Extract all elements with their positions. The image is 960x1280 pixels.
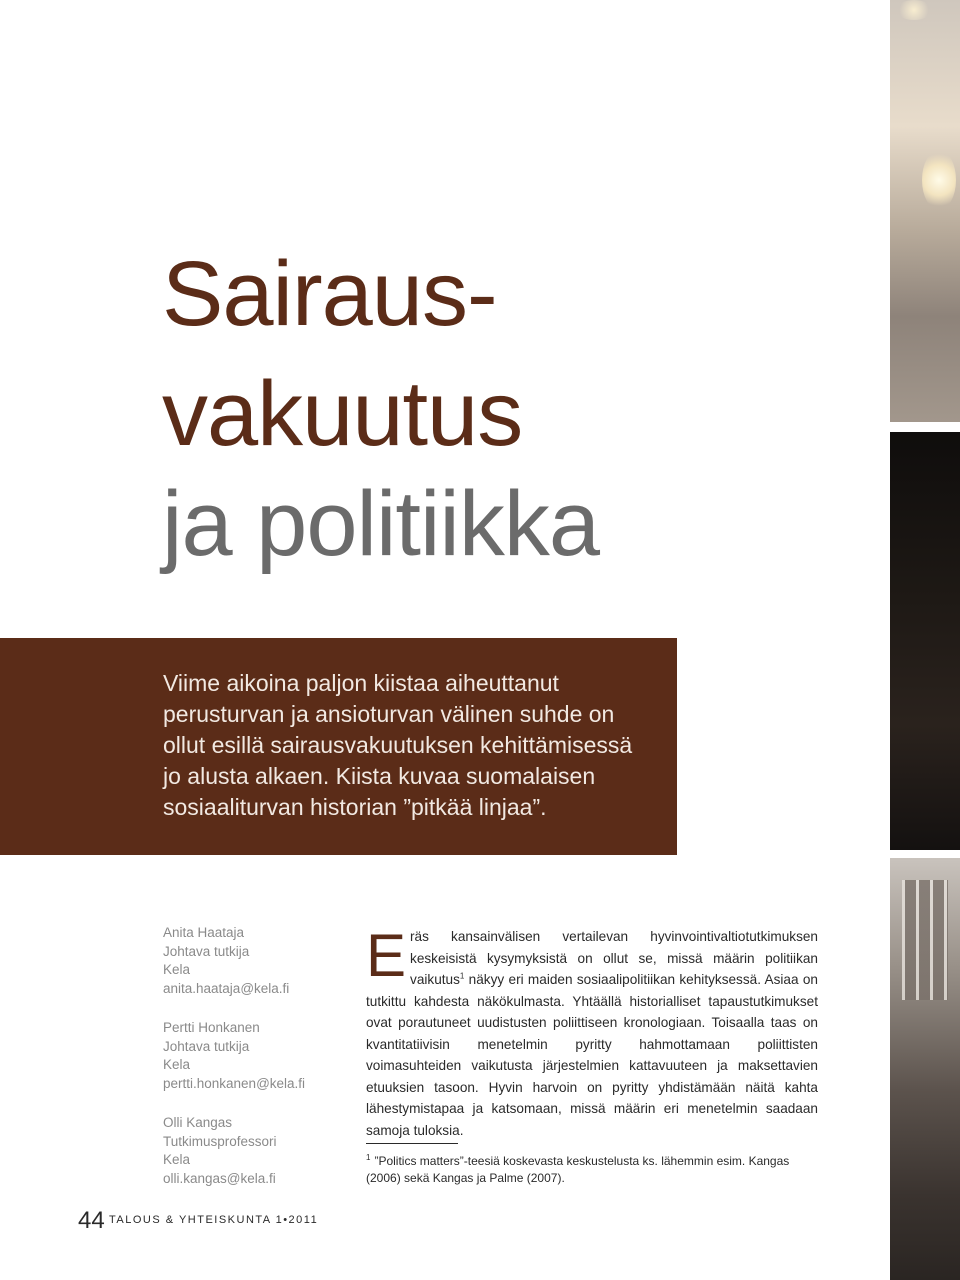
author-org: Kela — [163, 1057, 191, 1072]
title-line-3: ja politiikka — [162, 473, 599, 575]
lamp-light — [922, 150, 956, 210]
photo-panel-top — [890, 0, 960, 422]
title-line-2: vakuutus — [162, 363, 523, 465]
publication-name: TALOUS & YHTEISKUNTA 1•2011 — [109, 1214, 319, 1226]
body-text-rest: näkyy eri maiden sosiaalipolitiikan kehityksessä. Asiaa on tutkittu kahdesta näkökulmasta. Yhtäällä historialliset tapaustutkimukset ovat porautuneet uudistusten poliittiseen kronologiaan. Toisaalla taas on kvantitatiivisin menetelmin pyritty hahmottamaan poliittisten voimasuhteiden vaikutusta järjestelmien kattavuuteen ja maksettavien etuuksien tasoon. Hyvin harvoin on pyritty yhdistämään näitä kahta lähestymistapaa ja katsomaan, missä määrin eri menetelmin saadaan samoja tuloksia. — [366, 972, 818, 1138]
page-number: 44 — [78, 1207, 105, 1234]
footnote — [366, 1153, 820, 1187]
photo-gap — [890, 850, 960, 858]
footnote-text: ”Politics matters”-teesiä koskevasta keskustelusta ks. lähemmin esim. Kangas (2006) sekä Kangas ja Palme (2007). — [366, 1154, 790, 1185]
author-role: Johtava tutkija — [163, 943, 250, 959]
body-text-start: räs kansainvälisen vertailevan hyvinvointivaltiotutkimuksen keskeisistä kysymyksistä on ollut se, missä määrin politiikan vaikutus — [410, 929, 818, 987]
cover-photo-strip — [890, 0, 960, 1280]
footnote-divider — [366, 1143, 458, 1144]
author-role: Johtava tutkija — [163, 1038, 250, 1054]
author-org: Kela — [163, 962, 191, 977]
lead-paragraph: Viime aikoina paljon kiistaa aiheuttanut perusturvan ja ansioturvan välinen suhde on ollut esillä sairausvakuutuksen kehittämisessä jo alusta alkaen. Kiista kuvaa suomalaisen sosiaaliturvan historian ”pitkää linjaa”. — [163, 670, 633, 820]
author-email: olli.kangas@kela.fi — [163, 1170, 276, 1186]
author-name: Pertti Honkanen — [163, 1020, 260, 1035]
author-email: pertti.honkanen@kela.fi — [163, 1075, 306, 1091]
author-email: anita.haataja@kela.fi — [163, 980, 290, 996]
body-paragraph — [366, 922, 818, 1141]
lamp-light — [896, 0, 932, 20]
footnote-reference: 1 — [459, 971, 465, 981]
footnote-number: 1 — [366, 1153, 371, 1162]
author-name: Olli Kangas — [163, 1115, 233, 1130]
title-line-1: Sairaus- — [162, 243, 497, 345]
author-role: Tutkimusprofessori — [163, 1133, 277, 1149]
photo-panel-middle — [890, 432, 960, 850]
drop-cap: E — [366, 922, 407, 989]
photo-gap — [890, 422, 960, 432]
author-org: Kela — [163, 1152, 191, 1167]
author-name: Anita Haataja — [163, 925, 245, 940]
window-bars — [902, 880, 948, 1000]
